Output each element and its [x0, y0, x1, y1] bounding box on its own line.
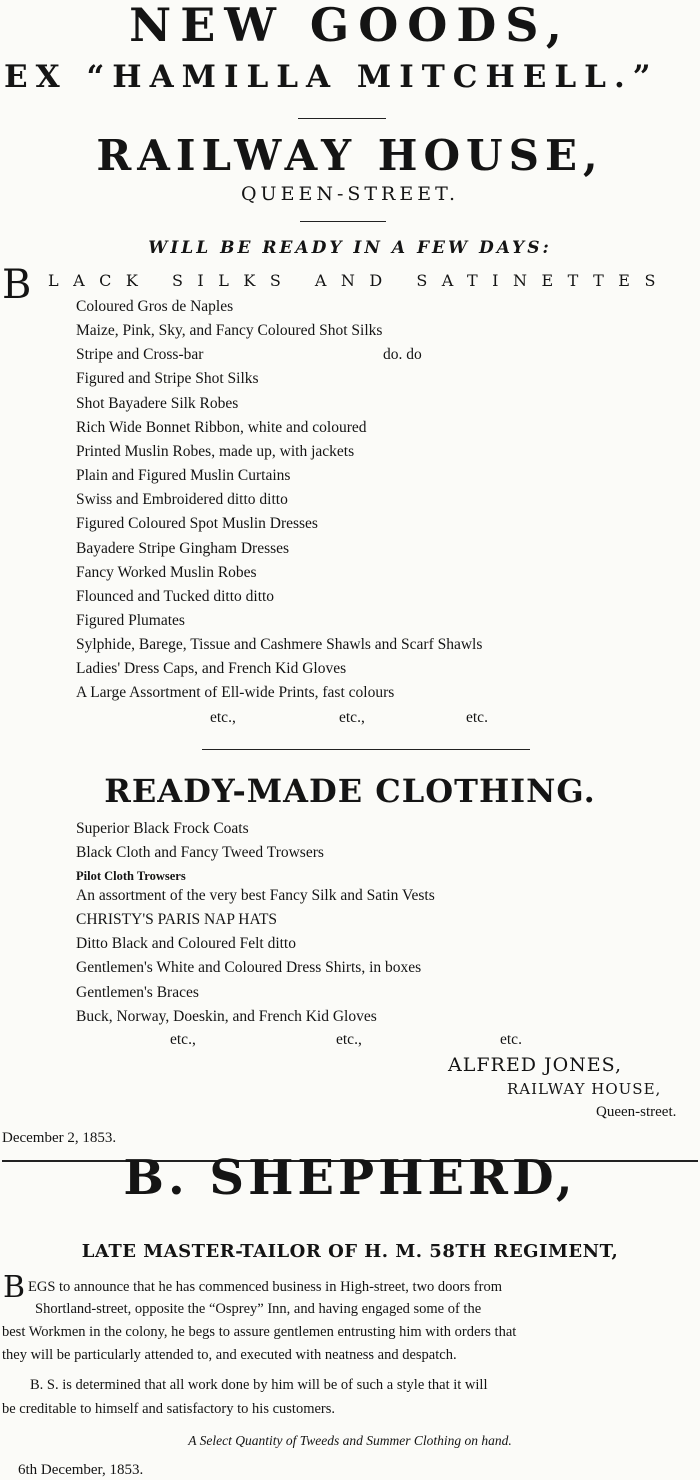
list-item: Sylphide, Barege, Tissue and Cashmere Shawls and Scarf Shawls: [76, 636, 483, 653]
list-item: Ladies' Dress Caps, and French Kid Gloves: [76, 660, 347, 677]
paragraph-line: Shortland-street, opposite the “Osprey” Inn, and having engaged some of the: [35, 1301, 482, 1317]
list-item: Fancy Worked Muslin Robes: [76, 564, 257, 581]
clothing-item: Buck, Norway, Doeskin, and French Kid Gloves: [76, 1008, 377, 1025]
list-item: Figured Coloured Spot Muslin Dresses: [76, 515, 318, 532]
headline-new-goods: NEW GOODS,: [129, 0, 571, 52]
shepherd-headline: B. SHEPHERD,: [123, 1150, 577, 1206]
master-tailor-title: LATE MASTER-TAILOR OF H. M. 58TH REGIMENT,: [81, 1241, 619, 1262]
etc-mark: etc.,: [339, 709, 365, 726]
ready-made-clothing-title: READY-MADE CLOTHING.: [104, 772, 596, 810]
ditto-marks: do. do: [383, 346, 422, 363]
clothing-item: Black Cloth and Fancy Tweed Trowsers: [76, 844, 324, 861]
etc-mark: etc.: [500, 1031, 522, 1048]
paragraph-line: be creditable to himself and satisfactory to his customers.: [2, 1401, 336, 1417]
signature-name: ALFRED JONES,: [448, 1054, 623, 1076]
select-quantity-note: A Select Quantity of Tweeds and Summer Clothing on hand.: [188, 1433, 512, 1448]
signature-street: Queen-street.: [596, 1104, 677, 1120]
ship-name-line: EX “HAMILLA MITCHELL.”: [4, 59, 659, 95]
list-item: Stripe and Cross-bar: [76, 346, 204, 363]
divider: [300, 221, 386, 222]
list-item: Shot Bayadere Silk Robes: [76, 395, 239, 412]
etc-mark: etc.,: [170, 1031, 196, 1048]
etc-mark: etc.,: [210, 709, 236, 726]
list-item: Plain and Figured Muslin Curtains: [76, 467, 291, 484]
list-item: Figured Plumates: [76, 612, 185, 629]
list-item: Printed Muslin Robes, made up, with jackets: [76, 443, 355, 460]
clothing-item: CHRISTY'S PARIS NAP HATS: [76, 911, 278, 928]
clothing-item: Ditto Black and Coloured Felt ditto: [76, 935, 296, 952]
signature-house: RAILWAY HOUSE,: [507, 1080, 662, 1098]
list-item: Figured and Stripe Shot Silks: [76, 370, 259, 387]
drop-cap-b: B: [3, 1270, 26, 1305]
ready-announcement: WILL BE READY IN A FEW DAYS:: [148, 238, 552, 258]
list-item: A Large Assortment of Ell-wide Prints, fast colours: [76, 684, 395, 701]
clothing-item: An assortment of the very best Fancy Silk and Satin Vests: [76, 887, 435, 904]
list-item: Rich Wide Bonnet Ribbon, white and coloured: [76, 419, 367, 436]
paragraph-line: best Workmen in the colony, he begs to assure gentlemen entrusting him with orders that: [2, 1324, 517, 1340]
divider: [298, 118, 386, 119]
list-item: Bayadere Stripe Gingham Dresses: [76, 540, 290, 557]
drop-cap-b: B: [2, 262, 32, 308]
advert-date: December 2, 1853.: [2, 1130, 117, 1146]
etc-mark: etc.: [466, 709, 488, 726]
list-item: Flounced and Tucked ditto ditto: [76, 588, 275, 605]
first-item-black-silks: LACK SILKS AND SATINETTES: [48, 271, 670, 290]
railway-house-title: RAILWAY HOUSE,: [96, 131, 604, 180]
advert-date: 6th December, 1853.: [18, 1462, 144, 1478]
list-item: Swiss and Embroidered ditto ditto: [76, 491, 288, 508]
paragraph-line: EGS to announce that he has commenced business in High-street, two doors from: [28, 1279, 502, 1295]
list-item: Coloured Gros de Naples: [76, 298, 234, 315]
clothing-item: Gentlemen's White and Coloured Dress Shirts, in boxes: [76, 959, 422, 976]
paragraph-line: B. S. is determined that all work done by him will be of such a style that it will: [30, 1377, 488, 1393]
etc-mark: etc.,: [336, 1031, 362, 1048]
paragraph-line: they will be particularly attended to, and executed with neatness and despatch.: [2, 1347, 457, 1363]
clothing-item: Gentlemen's Braces: [76, 984, 199, 1001]
list-item: Maize, Pink, Sky, and Fancy Coloured Shot Silks: [76, 322, 383, 339]
clothing-item: Superior Black Frock Coats: [76, 820, 249, 837]
divider: [202, 749, 530, 750]
clothing-item: Pilot Cloth Trowsers: [76, 869, 186, 883]
queen-street-subtitle: QUEEN-STREET.: [240, 183, 460, 205]
